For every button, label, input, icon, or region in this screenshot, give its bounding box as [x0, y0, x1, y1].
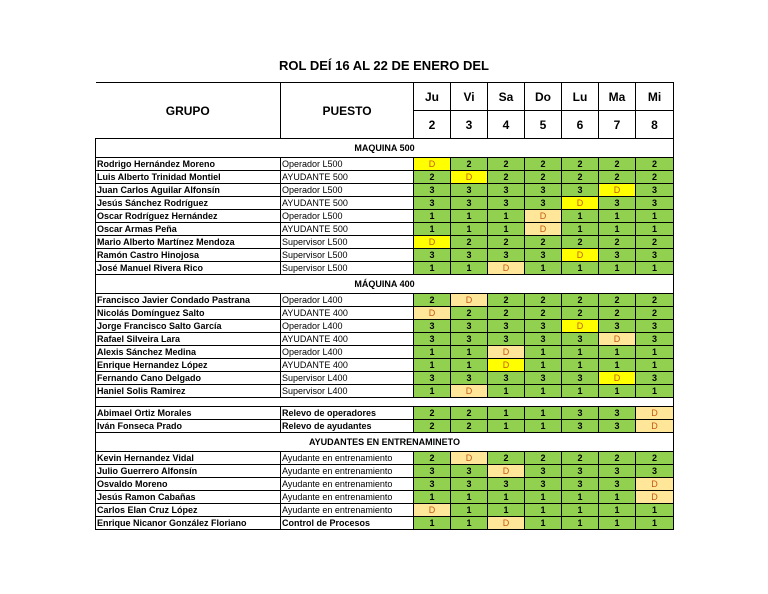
- day-header: Vi: [451, 83, 488, 111]
- shift-cell: 2: [525, 294, 562, 307]
- shift-cell: D: [525, 223, 562, 236]
- shift-cell: 1: [562, 223, 599, 236]
- table-row: [96, 197, 674, 210]
- shift-cell: 1: [488, 385, 525, 398]
- employee-name: Juan Carlos Aguilar Alfonsín: [96, 184, 281, 197]
- shift-cell: 2: [599, 158, 636, 171]
- shift-cell: 1: [451, 517, 488, 530]
- table-row: [96, 320, 674, 333]
- table-row: [96, 407, 674, 420]
- shift-cell: 3: [636, 197, 674, 210]
- shift-cell: 3: [414, 320, 451, 333]
- shift-cell: 3: [488, 333, 525, 346]
- shift-cell: D: [636, 491, 674, 504]
- date-header: 6: [562, 111, 599, 139]
- employee-position: Operador L500: [281, 210, 414, 223]
- shift-cell: 1: [562, 210, 599, 223]
- employee-name: Fernando Cano Delgado: [96, 372, 281, 385]
- shift-cell: D: [488, 346, 525, 359]
- shift-cell: 3: [636, 372, 674, 385]
- shift-cell: 3: [488, 372, 525, 385]
- shift-cell: 1: [562, 385, 599, 398]
- table-row: [96, 491, 674, 504]
- shift-cell: 3: [525, 320, 562, 333]
- employee-position: Operador L500: [281, 158, 414, 171]
- shift-cell: 1: [562, 491, 599, 504]
- employee-position: AYUDANTE 500: [281, 171, 414, 184]
- shift-cell: 1: [451, 491, 488, 504]
- grupo-header: GRUPO: [96, 83, 281, 139]
- section-title: MAQUINA 500: [96, 139, 674, 158]
- shift-cell: D: [488, 465, 525, 478]
- shift-cell: 3: [525, 197, 562, 210]
- employee-position: Supervisor L500: [281, 236, 414, 249]
- employee-name: Enrique Nicanor González Floriano: [96, 517, 281, 530]
- shift-cell: 3: [525, 372, 562, 385]
- employee-name: Oscar Armas Peña: [96, 223, 281, 236]
- shift-cell: 1: [636, 517, 674, 530]
- roster-table: [95, 82, 674, 530]
- shift-cell: 2: [636, 171, 674, 184]
- shift-cell: 2: [599, 452, 636, 465]
- shift-cell: 3: [599, 420, 636, 433]
- employee-position: AYUDANTE 500: [281, 223, 414, 236]
- shift-cell: 3: [451, 333, 488, 346]
- shift-cell: 3: [451, 320, 488, 333]
- shift-cell: 1: [636, 504, 674, 517]
- shift-cell: D: [562, 249, 599, 262]
- shift-cell: 3: [451, 372, 488, 385]
- employee-position: Operador L400: [281, 294, 414, 307]
- employee-name: Haniel Solis Ramirez: [96, 385, 281, 398]
- employee-name: Jesús Ramon Cabañas: [96, 491, 281, 504]
- employee-name: Rodrigo Hernández Moreno: [96, 158, 281, 171]
- table-row: [96, 465, 674, 478]
- shift-cell: 2: [488, 307, 525, 320]
- shift-cell: 3: [488, 478, 525, 491]
- shift-cell: 1: [488, 491, 525, 504]
- shift-cell: 2: [636, 294, 674, 307]
- table-row: [96, 420, 674, 433]
- shift-cell: 1: [451, 504, 488, 517]
- shift-cell: D: [414, 158, 451, 171]
- employee-name: Kevin Hernandez Vidal: [96, 452, 281, 465]
- shift-cell: 3: [451, 197, 488, 210]
- shift-cell: 3: [414, 249, 451, 262]
- date-header: 8: [636, 111, 674, 139]
- shift-cell: 3: [488, 197, 525, 210]
- shift-cell: D: [599, 184, 636, 197]
- shift-cell: 1: [636, 223, 674, 236]
- day-header: Sa: [488, 83, 525, 111]
- shift-cell: 1: [636, 385, 674, 398]
- date-header: 4: [488, 111, 525, 139]
- shift-cell: 2: [525, 158, 562, 171]
- day-header: Ju: [414, 83, 451, 111]
- employee-position: Control de Procesos: [281, 517, 414, 530]
- employee-position: AYUDANTE 500: [281, 197, 414, 210]
- shift-cell: 1: [525, 420, 562, 433]
- shift-cell: 1: [414, 385, 451, 398]
- shift-cell: 3: [525, 333, 562, 346]
- shift-cell: 3: [562, 407, 599, 420]
- shift-cell: 1: [599, 210, 636, 223]
- table-row: [96, 346, 674, 359]
- shift-cell: 2: [562, 307, 599, 320]
- table-row: [96, 210, 674, 223]
- shift-cell: D: [562, 197, 599, 210]
- shift-cell: 2: [451, 236, 488, 249]
- shift-cell: 2: [414, 171, 451, 184]
- date-header: 5: [525, 111, 562, 139]
- table-row: [96, 504, 674, 517]
- shift-cell: 1: [488, 504, 525, 517]
- puesto-header: PUESTO: [281, 83, 414, 139]
- shift-cell: 1: [599, 517, 636, 530]
- date-header: 7: [599, 111, 636, 139]
- shift-cell: 1: [562, 262, 599, 275]
- shift-cell: 1: [636, 210, 674, 223]
- shift-cell: 1: [414, 210, 451, 223]
- shift-cell: D: [451, 171, 488, 184]
- shift-cell: 3: [562, 184, 599, 197]
- shift-cell: D: [562, 320, 599, 333]
- table-row: [96, 333, 674, 346]
- shift-cell: D: [414, 504, 451, 517]
- employee-position: Operador L400: [281, 320, 414, 333]
- employee-position: Ayudante en entrenamiento: [281, 465, 414, 478]
- date-header: 2: [414, 111, 451, 139]
- shift-cell: D: [414, 236, 451, 249]
- shift-cell: 2: [488, 158, 525, 171]
- shift-cell: 1: [451, 210, 488, 223]
- shift-cell: 2: [414, 452, 451, 465]
- day-header: Mi: [636, 83, 674, 111]
- table-row: [96, 249, 674, 262]
- shift-cell: 2: [488, 452, 525, 465]
- shift-cell: 3: [599, 320, 636, 333]
- shift-cell: 1: [562, 346, 599, 359]
- employee-position: Supervisor L400: [281, 372, 414, 385]
- shift-cell: 2: [562, 158, 599, 171]
- shift-cell: 1: [451, 359, 488, 372]
- shift-cell: 3: [636, 184, 674, 197]
- shift-cell: 3: [562, 465, 599, 478]
- shift-cell: 1: [525, 359, 562, 372]
- shift-cell: D: [451, 294, 488, 307]
- document-title: ROL DEÍ 16 AL 22 DE ENERO DEL: [279, 58, 489, 73]
- shift-cell: 1: [525, 346, 562, 359]
- shift-cell: 1: [599, 262, 636, 275]
- employee-position: Supervisor L500: [281, 249, 414, 262]
- day-header: Lu: [562, 83, 599, 111]
- shift-cell: 2: [488, 236, 525, 249]
- employee-position: Operador L500: [281, 184, 414, 197]
- shift-cell: D: [488, 262, 525, 275]
- table-row: [96, 385, 674, 398]
- employee-position: Ayudante en entrenamiento: [281, 478, 414, 491]
- shift-cell: 1: [525, 504, 562, 517]
- table-row: [96, 184, 674, 197]
- shift-cell: 3: [562, 333, 599, 346]
- shift-cell: 3: [636, 249, 674, 262]
- table-row: [96, 307, 674, 320]
- shift-cell: 1: [525, 385, 562, 398]
- employee-name: Luis Alberto Trinidad Montiel: [96, 171, 281, 184]
- shift-cell: 1: [562, 504, 599, 517]
- employee-name: Osvaldo Moreno: [96, 478, 281, 491]
- roster-body: [96, 139, 674, 530]
- shift-cell: 2: [451, 420, 488, 433]
- shift-cell: D: [414, 307, 451, 320]
- table-row: [96, 158, 674, 171]
- section-title: AYUDANTES EN ENTRENAMINETO: [96, 433, 674, 452]
- shift-cell: 3: [451, 184, 488, 197]
- shift-cell: 1: [636, 262, 674, 275]
- employee-name: Iván Fonseca Prado: [96, 420, 281, 433]
- shift-cell: 1: [451, 346, 488, 359]
- shift-cell: 3: [599, 197, 636, 210]
- table-row: [96, 171, 674, 184]
- employee-position: AYUDANTE 400: [281, 333, 414, 346]
- employee-position: Supervisor L500: [281, 262, 414, 275]
- shift-cell: 3: [451, 249, 488, 262]
- shift-cell: 2: [488, 294, 525, 307]
- shift-cell: 1: [488, 210, 525, 223]
- date-header: 3: [451, 111, 488, 139]
- shift-cell: 1: [414, 346, 451, 359]
- shift-cell: D: [488, 359, 525, 372]
- shift-cell: 2: [451, 158, 488, 171]
- shift-cell: 3: [451, 465, 488, 478]
- shift-cell: 1: [562, 517, 599, 530]
- shift-cell: 2: [525, 307, 562, 320]
- shift-cell: 2: [599, 236, 636, 249]
- table-row: [96, 294, 674, 307]
- shift-cell: 3: [636, 333, 674, 346]
- shift-cell: 1: [488, 407, 525, 420]
- shift-cell: 2: [636, 452, 674, 465]
- table-row: [96, 372, 674, 385]
- shift-cell: 3: [636, 465, 674, 478]
- shift-cell: 3: [636, 320, 674, 333]
- employee-position: Ayudante en entrenamiento: [281, 491, 414, 504]
- employee-name: Carlos Elan Cruz López: [96, 504, 281, 517]
- shift-cell: 2: [488, 171, 525, 184]
- shift-cell: 1: [599, 223, 636, 236]
- employee-position: AYUDANTE 400: [281, 359, 414, 372]
- shift-cell: 1: [451, 262, 488, 275]
- employee-position: Ayudante en entrenamiento: [281, 452, 414, 465]
- shift-cell: 1: [525, 517, 562, 530]
- table-row: [96, 452, 674, 465]
- shift-cell: 2: [525, 452, 562, 465]
- shift-cell: 1: [488, 223, 525, 236]
- section-header: [96, 139, 674, 158]
- shift-cell: 1: [599, 359, 636, 372]
- shift-cell: D: [525, 210, 562, 223]
- day-header: Do: [525, 83, 562, 111]
- shift-cell: 2: [414, 294, 451, 307]
- table-row: [96, 223, 674, 236]
- employee-position: Supervisor L400: [281, 385, 414, 398]
- shift-cell: 2: [599, 171, 636, 184]
- shift-cell: 1: [414, 262, 451, 275]
- shift-cell: 3: [414, 197, 451, 210]
- shift-cell: 3: [414, 478, 451, 491]
- shift-cell: 2: [451, 407, 488, 420]
- shift-cell: 2: [636, 236, 674, 249]
- shift-cell: 2: [525, 236, 562, 249]
- section-header: [96, 275, 674, 294]
- day-header: Ma: [599, 83, 636, 111]
- table-row: [96, 262, 674, 275]
- employee-name: Rafael Silveira Lara: [96, 333, 281, 346]
- table-row: [96, 478, 674, 491]
- shift-cell: D: [636, 478, 674, 491]
- employee-position: AYUDANTE 400: [281, 307, 414, 320]
- employee-name: Ramón Castro Hinojosa: [96, 249, 281, 262]
- shift-cell: 2: [562, 236, 599, 249]
- table-row: [96, 236, 674, 249]
- shift-cell: 3: [451, 478, 488, 491]
- shift-cell: 1: [451, 223, 488, 236]
- shift-cell: 3: [488, 184, 525, 197]
- shift-cell: D: [636, 407, 674, 420]
- shift-cell: 1: [599, 346, 636, 359]
- shift-cell: 2: [599, 294, 636, 307]
- shift-cell: 2: [562, 452, 599, 465]
- shift-cell: 2: [562, 171, 599, 184]
- shift-cell: 3: [562, 420, 599, 433]
- shift-cell: 1: [599, 491, 636, 504]
- shift-cell: 1: [562, 359, 599, 372]
- employee-name: Francisco Javier Condado Pastrana: [96, 294, 281, 307]
- shift-cell: D: [451, 385, 488, 398]
- shift-cell: 2: [636, 307, 674, 320]
- employee-position: Operador L400: [281, 346, 414, 359]
- shift-cell: 1: [525, 262, 562, 275]
- shift-cell: 2: [636, 158, 674, 171]
- table-row: [96, 359, 674, 372]
- employee-name: Alexis Sánchez Medina: [96, 346, 281, 359]
- shift-cell: 2: [414, 420, 451, 433]
- section-spacer: [96, 398, 674, 407]
- shift-cell: 3: [525, 465, 562, 478]
- shift-cell: 3: [488, 320, 525, 333]
- shift-cell: 1: [636, 346, 674, 359]
- shift-cell: 2: [562, 294, 599, 307]
- shift-cell: 1: [599, 504, 636, 517]
- shift-cell: 3: [599, 407, 636, 420]
- employee-position: Relevo de ayudantes: [281, 420, 414, 433]
- shift-cell: 1: [414, 223, 451, 236]
- shift-cell: 3: [599, 478, 636, 491]
- shift-cell: 3: [562, 372, 599, 385]
- section-header: [96, 433, 674, 452]
- shift-cell: 3: [562, 478, 599, 491]
- shift-cell: D: [451, 452, 488, 465]
- shift-cell: D: [599, 333, 636, 346]
- shift-cell: 2: [414, 407, 451, 420]
- shift-cell: 3: [488, 249, 525, 262]
- shift-cell: 3: [525, 249, 562, 262]
- section-title: MÁQUINA 400: [96, 275, 674, 294]
- shift-cell: 1: [488, 420, 525, 433]
- employee-name: Enrique Hernandez López: [96, 359, 281, 372]
- shift-cell: D: [488, 517, 525, 530]
- shift-cell: 2: [451, 307, 488, 320]
- employee-position: Relevo de operadores: [281, 407, 414, 420]
- shift-cell: D: [636, 420, 674, 433]
- shift-cell: 1: [525, 491, 562, 504]
- employee-name: Jorge Francisco Salto García: [96, 320, 281, 333]
- shift-cell: 2: [525, 171, 562, 184]
- shift-cell: 3: [414, 465, 451, 478]
- shift-cell: 3: [525, 478, 562, 491]
- employee-name: Abimael Ortiz Morales: [96, 407, 281, 420]
- shift-cell: D: [599, 372, 636, 385]
- employee-position: Ayudante en entrenamiento: [281, 504, 414, 517]
- shift-cell: 3: [599, 249, 636, 262]
- shift-cell: 3: [525, 184, 562, 197]
- shift-cell: 1: [414, 517, 451, 530]
- shift-cell: 3: [414, 184, 451, 197]
- employee-name: Mario Alberto Martínez Mendoza: [96, 236, 281, 249]
- employee-name: José Manuel Rivera Rico: [96, 262, 281, 275]
- employee-name: Julio Guerrero Alfonsín: [96, 465, 281, 478]
- shift-cell: 1: [414, 359, 451, 372]
- shift-cell: 2: [599, 307, 636, 320]
- shift-cell: 3: [414, 372, 451, 385]
- shift-cell: 3: [599, 465, 636, 478]
- employee-name: Oscar Rodríguez Hernández: [96, 210, 281, 223]
- shift-cell: 1: [525, 407, 562, 420]
- employee-name: Jesús Sánchez Rodríguez: [96, 197, 281, 210]
- shift-cell: 1: [599, 385, 636, 398]
- table-row: [96, 517, 674, 530]
- employee-name: Nicolás Domínguez Salto: [96, 307, 281, 320]
- shift-cell: 3: [414, 333, 451, 346]
- shift-cell: 1: [636, 359, 674, 372]
- shift-cell: 1: [414, 491, 451, 504]
